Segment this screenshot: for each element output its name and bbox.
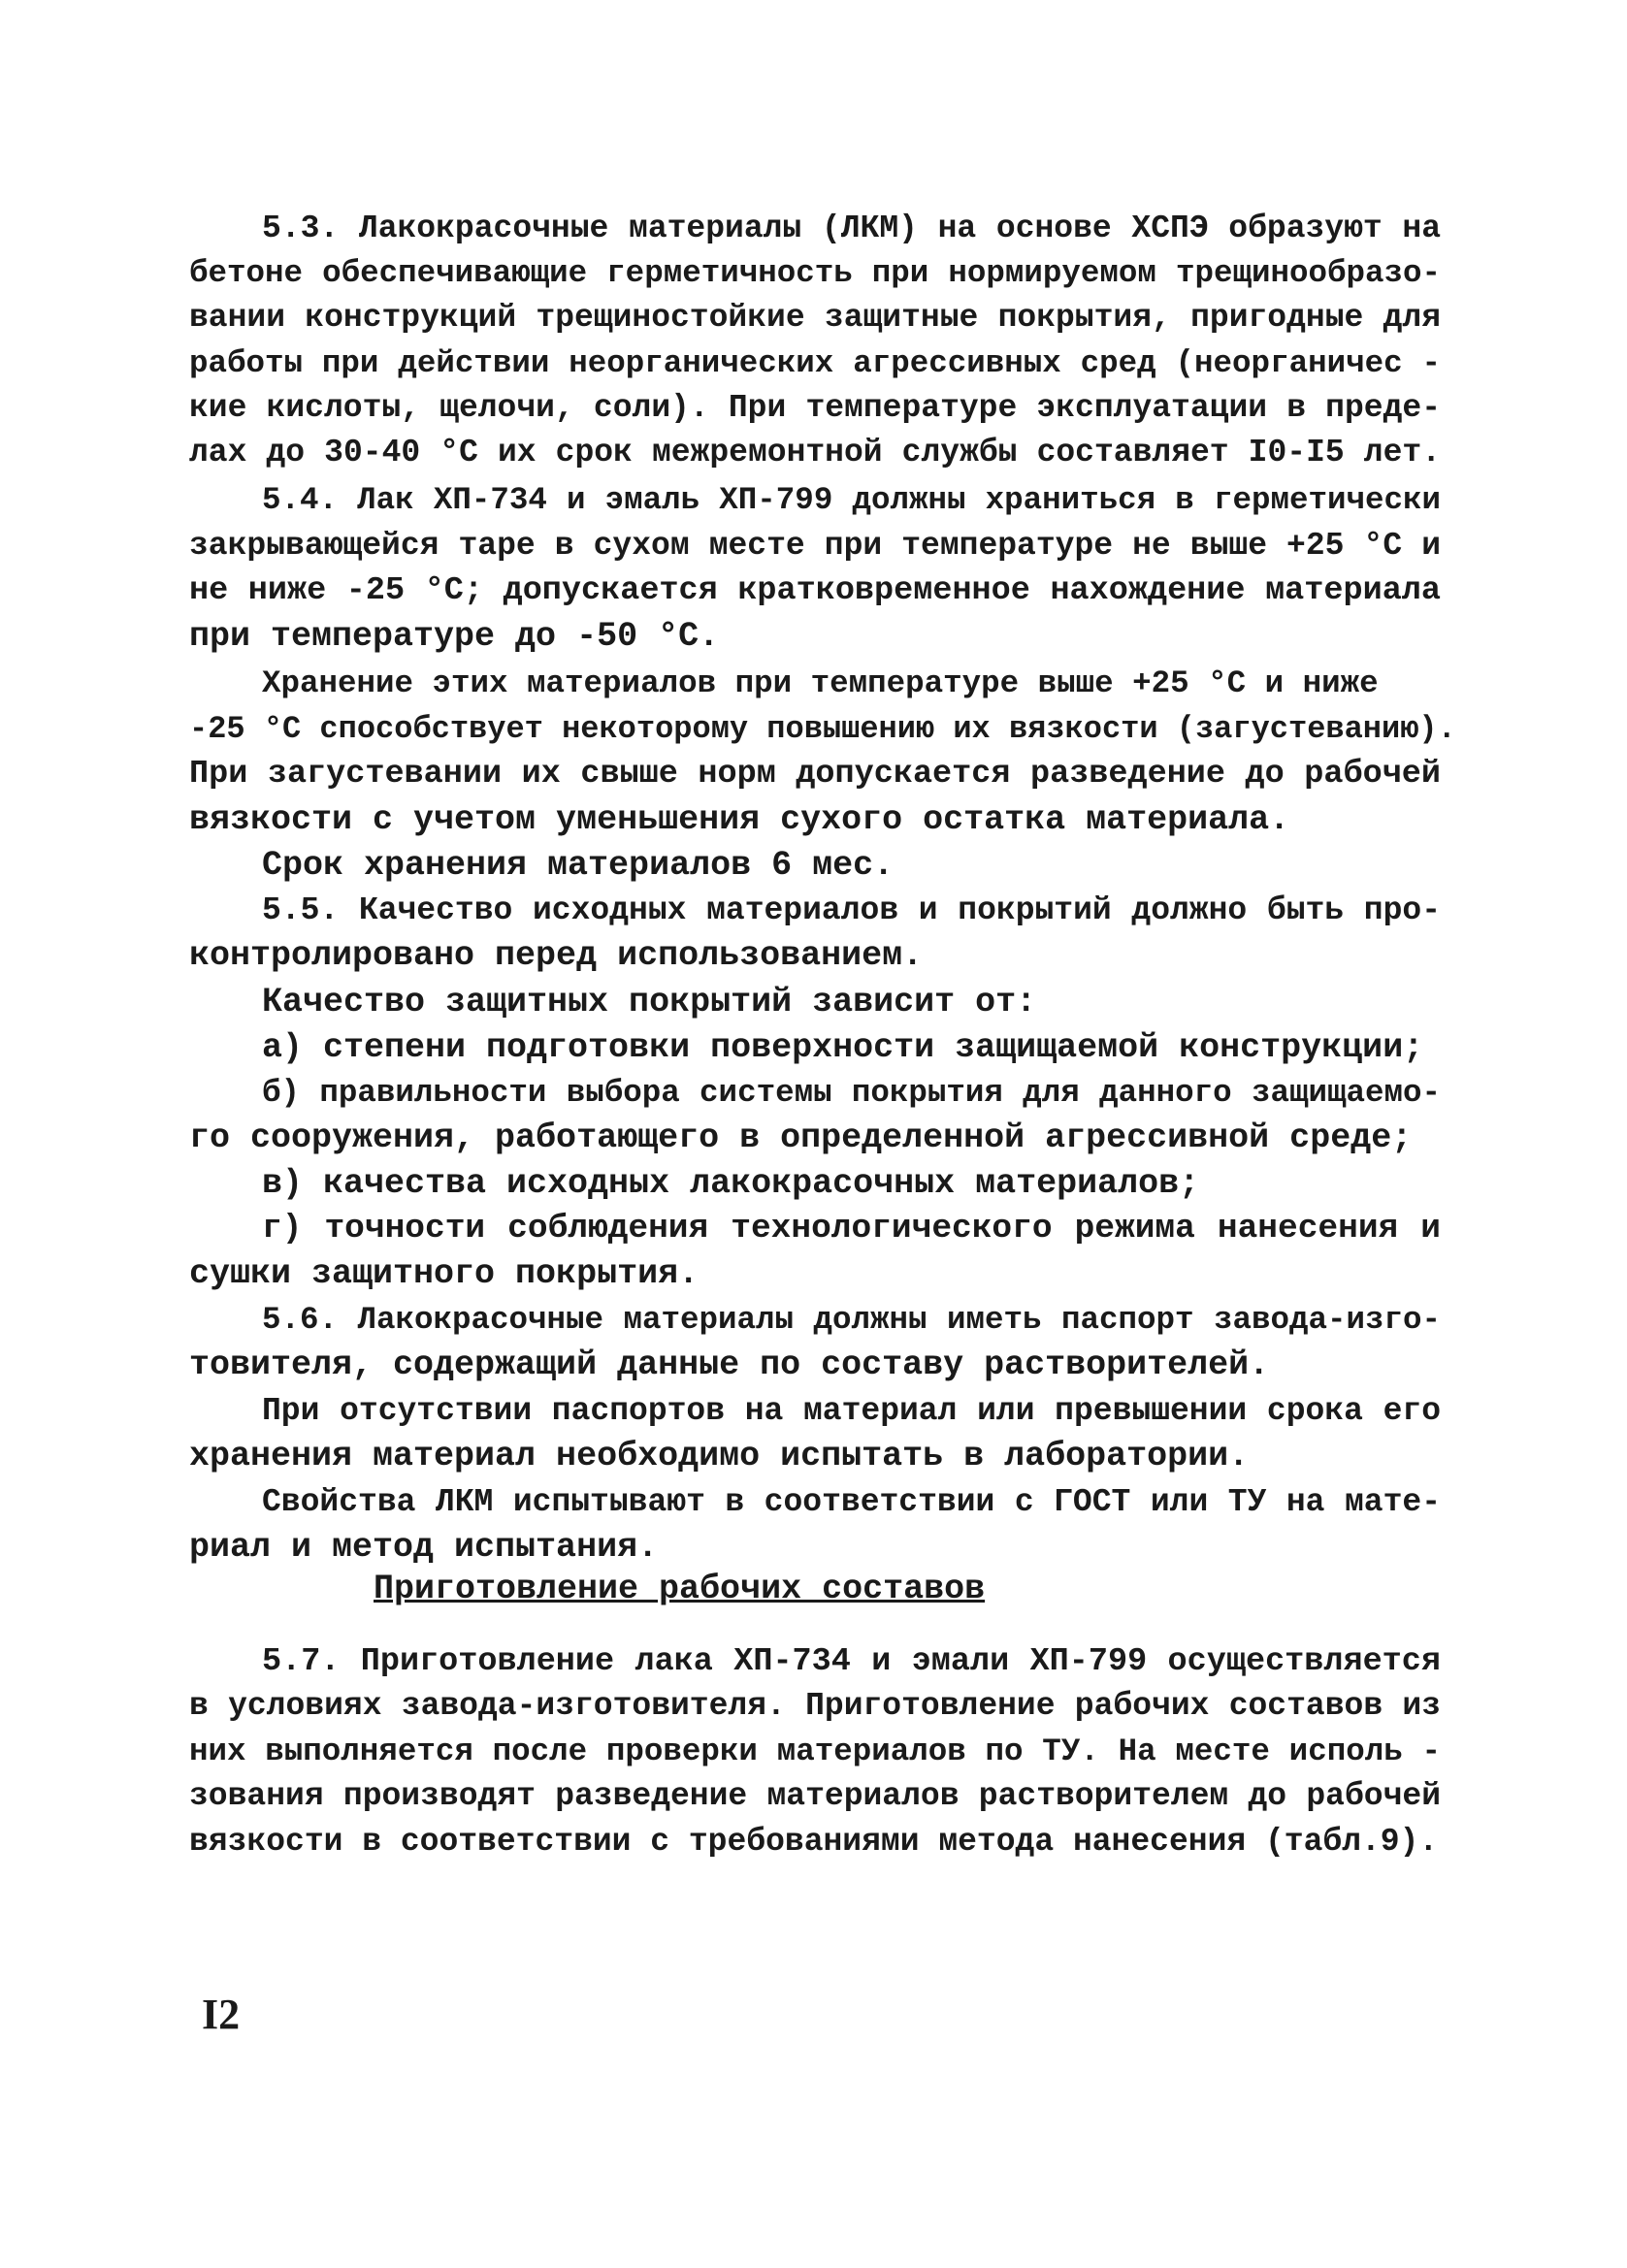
text-line: Свойства ЛКМ испытывают в соответствии с ГОСТ или ТУ на мате- [262,1484,1441,1520]
text-line: 5.4. Лак ХП-734 и эмаль ХП-799 должны храниться в герметически [262,482,1441,518]
text-line: кие кислоты, щелочи, соли). При температуре эксплуатации в преде- [189,390,1441,426]
text-line: а) степени подготовки поверхности защищаемой конструкции; [262,1028,1424,1067]
text-line: При загустевании их свыше норм допускается разведение до рабочей [189,756,1441,793]
text-line: сушки защитного покрытия. [189,1254,700,1293]
text-line: лах до 30-40 °С их срок межремонтной службы составляет I0-I5 лет. [189,435,1441,470]
text-line: Срок хранения материалов 6 мес. [262,846,895,885]
text-line: зования производят разведение материалов растворителем до рабочей [189,1778,1441,1814]
section-heading: Приготовление рабочих составов [374,1570,986,1608]
text-line: риал и метод испытания. [189,1528,659,1567]
text-line: б) правильности выбора системы покрытия для данного защищаемо- [262,1075,1441,1111]
text-line: них выполняется после проверки материалов по ТУ. На месте исполь - [189,1733,1441,1769]
text-line: -25 °С способствует некоторому повышению их вязкости (загустеванию). [189,711,1456,747]
text-line: вании конструкций трещиностойкие защитные покрытия, пригодные для [189,300,1441,336]
text-line: в) качества исходных лакокрасочных материалов; [262,1164,1200,1203]
text-line: в условиях завода-изготовителя. Приготовление рабочих составов из [189,1688,1441,1724]
page-number: I2 [202,1991,241,2038]
text-line: 5.3. Лакокрасочные материалы (ЛКМ) на основе ХСПЭ образуют на [262,211,1441,246]
text-line: не ниже -25 °С; допускается кратковременное нахождение материала [189,572,1441,609]
text-line: Качество защитных покрытий зависит от: [262,983,1037,1021]
text-line: вязкости с учетом уменьшения сухого остатка материала. [189,800,1290,839]
text-line: товителя, содержащий данные по составу растворителей. [189,1345,1270,1384]
text-line: Хранение этих материалов при температуре выше +25 °С и ниже [262,665,1379,701]
text-line: хранения материал необходимо испытать в лаборатории. [189,1437,1250,1475]
text-line: При отсутствии паспортов на материал или превышении срока его [262,1393,1441,1429]
text-line: закрывающейся таре в сухом месте при температуре не выше +25 °С и [189,528,1441,564]
text-line: контролировано перед использованием. [189,936,924,975]
text-line: вязкости в соответствии с требованиями метода нанесения (табл.9). [189,1824,1439,1860]
text-line: 5.7. Приготовление лака ХП-734 и эмали ХП-799 осуществляется [262,1643,1441,1680]
text-line: го сооружения, работающего в определенной агрессивной среде; [189,1118,1413,1157]
text-line: бетоне обеспечивающие герметичность при нормируемом трещинообразо- [189,255,1441,291]
text-line: при температуре до -50 °С. [189,617,720,656]
text-line: 5.5. Качество исходных материалов и покрытий должно быть про- [262,892,1441,928]
text-line: 5.6. Лакокрасочные материалы должны иметь паспорт завода-изго- [262,1302,1441,1338]
text-line: работы при действии неорганических агрессивных сред (неорганичес - [189,345,1441,381]
text-line: г) точности соблюдения технологического режима нанесения и [262,1210,1441,1247]
